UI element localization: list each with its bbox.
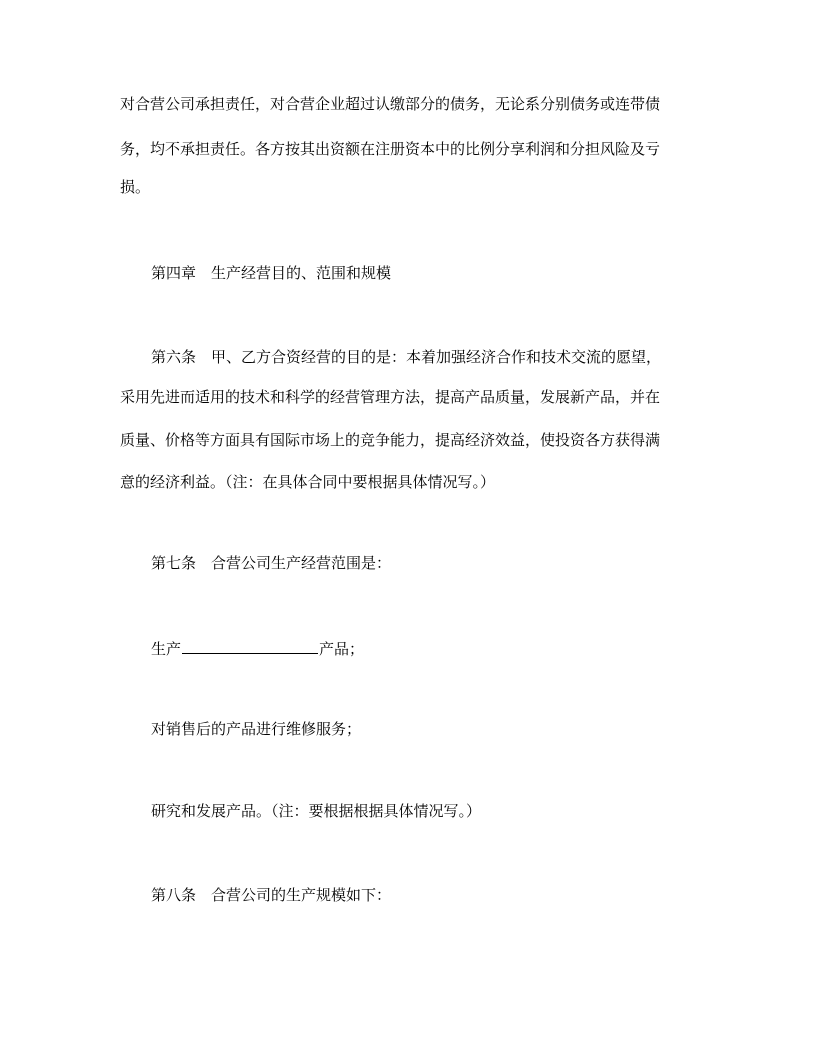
product-blank-line <box>182 637 318 654</box>
chapter-4-heading: 第四章 生产经营目的、范围和规模 <box>151 264 392 282</box>
article-7-item-research: 研究和发展产品。（注：要根据根据具体情况写。） <box>151 802 482 820</box>
produce-prefix: 生产 <box>151 640 182 658</box>
produce-suffix: 产品； <box>319 640 365 658</box>
article-7-item-produce <box>151 637 364 657</box>
paragraph-1-line-2: 务，均不承担责任。各方按其出资额在注册资本中的比例分享利润和分担风险及亏 <box>120 140 661 158</box>
paragraph-1-line-1: 对合营公司承担责任，对合营企业超过认缴部分的债务，无论系分别债务或连带债 <box>120 95 661 113</box>
article-7-heading: 第七条 合营公司生产经营范围是： <box>151 554 392 572</box>
article-8-heading: 第八条 合营公司的生产规模如下： <box>151 886 392 904</box>
paragraph-1-line-3: 损。 <box>120 178 151 196</box>
article-6-line-3: 质量、价格等方面具有国际市场上的竞争能力，提高经济效益，使投资各方获得满 <box>120 431 661 449</box>
article-7-item-repair: 对销售后的产品进行维修服务； <box>151 720 362 738</box>
article-6-line-1: 第六条 甲、乙方合资经营的目的是：本着加强经济合作和技术交流的愿望， <box>151 348 662 366</box>
article-6-line-4: 意的经济利益。（注：在具体合同中要根据具体情况写。） <box>120 473 496 491</box>
article-6-line-2: 采用先进而适用的技术和科学的经营管理方法，提高产品质量，发展新产品，并在 <box>120 388 661 406</box>
